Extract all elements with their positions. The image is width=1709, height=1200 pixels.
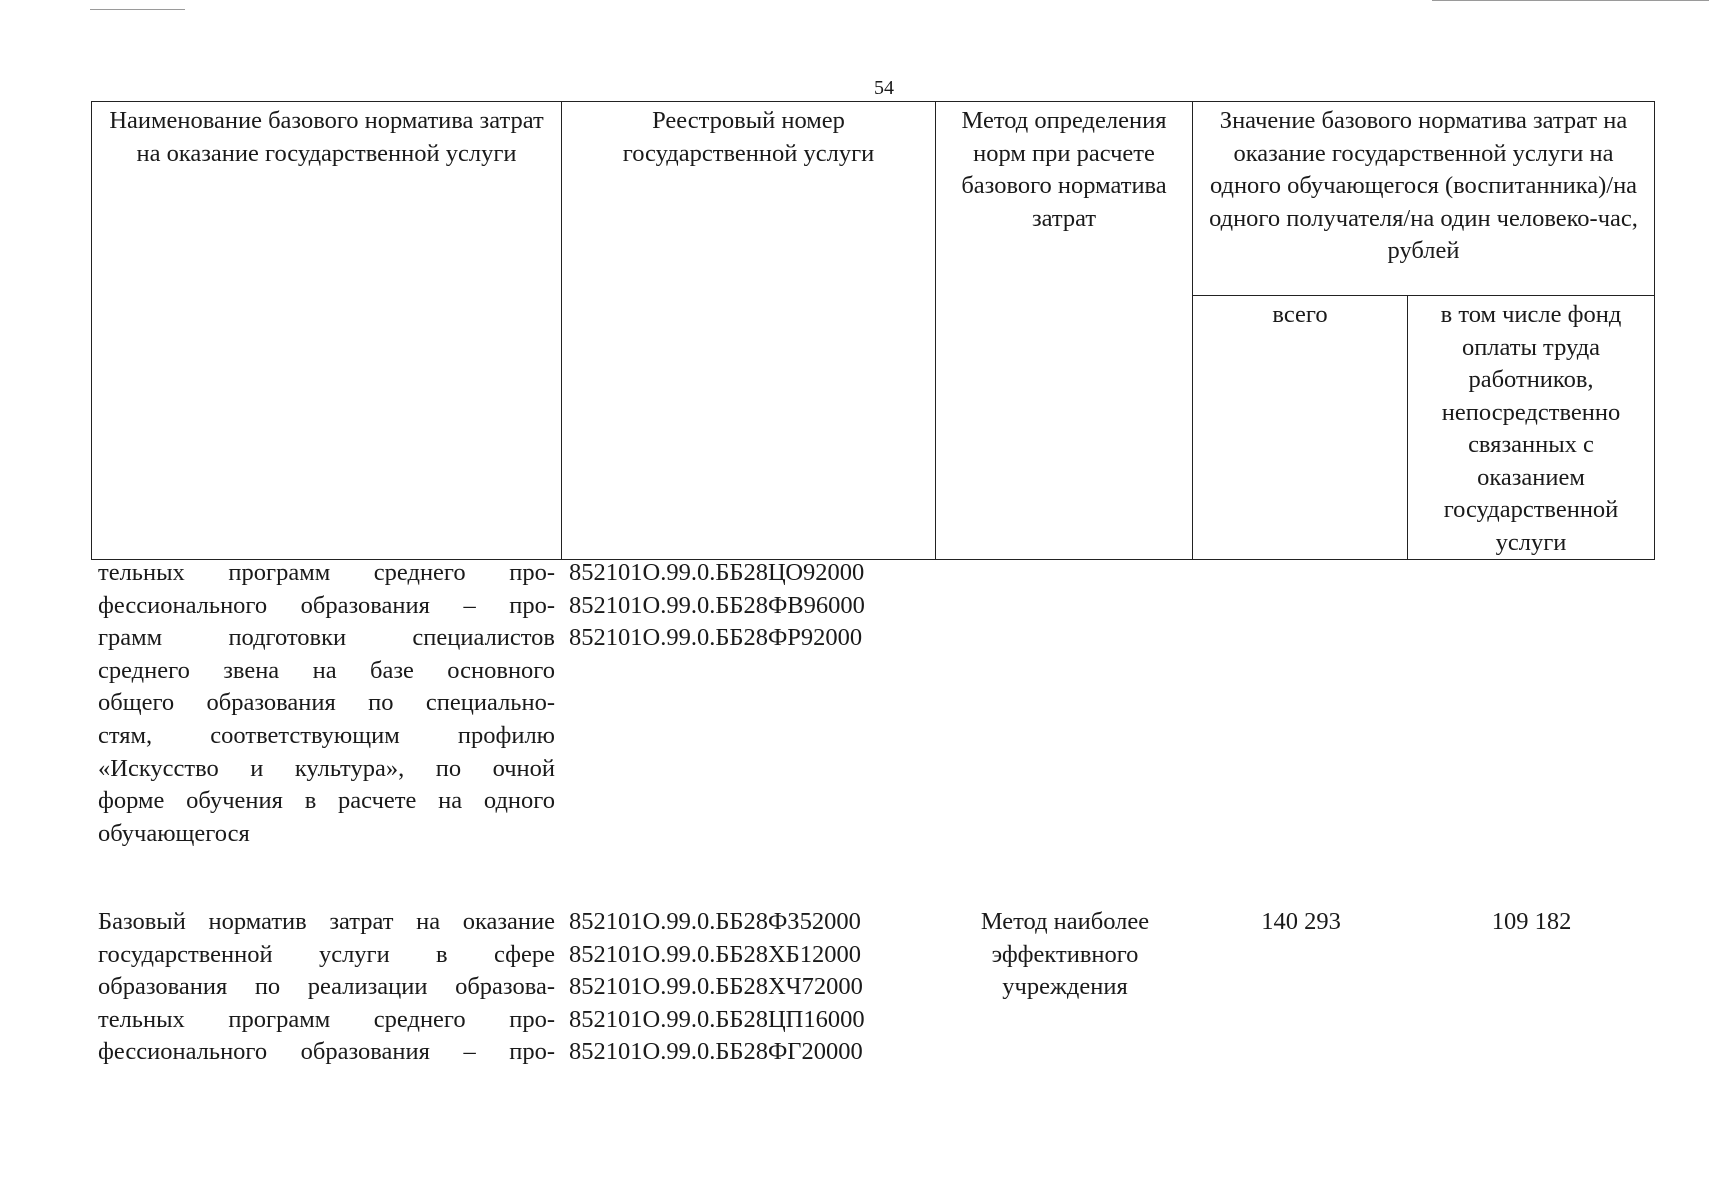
row-2-name bbox=[98, 906, 555, 1069]
name-line: Базовый норматив затрат на оказание bbox=[98, 908, 555, 935]
page-number: 54 bbox=[874, 77, 894, 99]
header-cell-total: всего bbox=[1193, 296, 1408, 560]
table-row bbox=[0, 557, 1709, 857]
registry-number: 852101О.99.0.ББ28ЦП16000 bbox=[569, 1005, 865, 1033]
name-line: грамм подготовки специалистов bbox=[98, 624, 555, 652]
registry-number: 852101О.99.0.ББ28ФР92000 bbox=[569, 624, 863, 652]
name-line: общего образования по специально- bbox=[98, 689, 555, 717]
registry-number: 852101О.99.0.ББ28ФВ96000 bbox=[569, 591, 865, 619]
name-line: «Искусство и культура», по очной bbox=[98, 754, 555, 782]
name-line: образования по реализации образова- bbox=[98, 973, 555, 1001]
name-line: форме обучения в расчете на одного bbox=[98, 787, 555, 815]
registry-number: 852101О.99.0.ББ28ФГ20000 bbox=[569, 1038, 863, 1066]
scan-artifact-line-right bbox=[1432, 0, 1709, 1]
row-2-fund: 109 182 bbox=[1491, 908, 1572, 935]
row-1-name bbox=[98, 557, 555, 850]
table-header bbox=[91, 101, 1655, 560]
name-line: тельных программ среднего про- bbox=[98, 559, 555, 586]
header-cell-name: Наименование базового норматива затрат на оказание государственной услуги bbox=[92, 102, 562, 560]
table-row bbox=[0, 906, 1709, 1076]
header-cell-fund: в том числе фонд оплаты труда работников, непосредственно связанных с оказанием государственной услуги bbox=[1408, 296, 1655, 560]
registry-number: 852101О.99.0.ББ28ФЗ52000 bbox=[569, 908, 861, 935]
header-cell-registry: Реестровый номер государственной услуги bbox=[562, 102, 936, 560]
row-2-method: Метод наиболее эффективного учреждения bbox=[980, 908, 1150, 1001]
registry-number: 852101О.99.0.ББ28ХБ12000 bbox=[569, 940, 861, 968]
name-line: государственной услуги в сфере bbox=[98, 940, 555, 968]
header-cell-value: Значение базового норматива затрат на оказание государственной услуги на одного обучающегося (воспитанника)/на одного получателя/на один человеко-час, рублей bbox=[1193, 102, 1655, 296]
header-cell-method: Метод определения норм при расчете базового норматива затрат bbox=[936, 102, 1193, 560]
name-line: фессионального образования – про- bbox=[98, 591, 555, 619]
registry-number: 852101О.99.0.ББ28ЦО92000 bbox=[569, 559, 865, 586]
name-line: фессионального образования – про- bbox=[98, 1038, 555, 1066]
row-2-total: 140 293 bbox=[1261, 908, 1341, 935]
name-line: обучающегося bbox=[98, 819, 250, 847]
row-1-registry-numbers bbox=[569, 557, 865, 655]
scan-artifact-line-left bbox=[90, 9, 185, 10]
registry-number: 852101О.99.0.ББ28ХЧ72000 bbox=[569, 973, 863, 1001]
name-line: тельных программ среднего про- bbox=[98, 1005, 555, 1033]
name-line: среднего звена на базе основного bbox=[98, 656, 555, 684]
name-line: стям, соответствующим профилю bbox=[98, 721, 555, 749]
row-2-registry-numbers bbox=[569, 906, 865, 1069]
